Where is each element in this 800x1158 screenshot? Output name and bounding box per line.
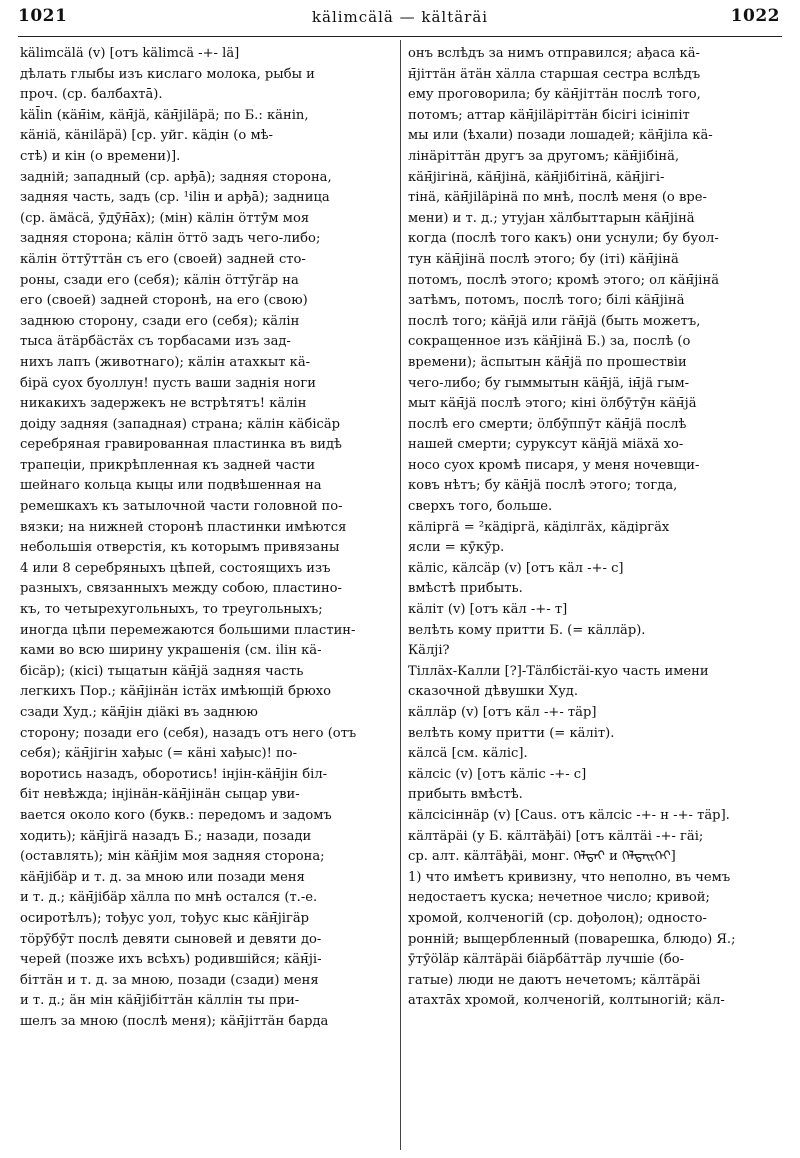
text-line: kälimcälä (v) [отъ kälimcä -+- lä] bbox=[20, 46, 240, 61]
text-line: ковъ нѣтъ; бу кäн̄jä послѣ этого; тогда, bbox=[408, 478, 678, 494]
text-line: ӯтӯöläр кäлтäрäi бiäрбäттäр лучшіе (бо- bbox=[408, 952, 685, 968]
text-line: нашей смерти; суруксут кäн̄jä мiäхä хо- bbox=[408, 437, 684, 453]
text-line: задняя часть, задъ (ср. ¹iliн и арђā); задница bbox=[20, 190, 330, 206]
text-line: никакихъ задержекъ не встрѣтятъ! кäлiн bbox=[20, 396, 307, 412]
text-line: 1) что имѣетъ кривизну, что неполно, въ чемъ bbox=[408, 869, 731, 885]
page-number-right: 1022 bbox=[730, 6, 780, 26]
text-line: хромой, колченогій (ср. дођолоң); односто- bbox=[408, 910, 707, 926]
text-line: кäлсiсiннäр (v) [Caus. отъ кäлсiс -+- н -+- тäр]. bbox=[408, 807, 730, 823]
text-line: тiнä, кäн̄jiläрiнä по мнѣ, послѣ меня (о вре- bbox=[408, 190, 707, 206]
text-line: шейнаго кольца кыцы или подвѣшенная на bbox=[20, 478, 322, 494]
text-line: задній; западный (ср. арђā); задняя сторона, bbox=[20, 169, 332, 185]
text-line: шелъ за мною (послѣ меня); кäн̄jiттäн барда bbox=[20, 1013, 329, 1029]
text-line: сокращенное изъ кäн̄jiнä Б.) за, послѣ (о bbox=[408, 334, 691, 350]
text-line: затѣмъ, потомъ, послѣ того; бiлi кäн̄jiнä bbox=[408, 293, 685, 309]
text-line: вается около кого (букв.: передомъ и задомъ bbox=[20, 807, 332, 823]
text-line: послѣ его смерти; öлбӯппӯт кäн̄jä послѣ bbox=[408, 416, 687, 432]
text-line: ср. алт. кäлтäђäi, монг. ᠬᠡᠯᠲᠡᠢ и ᠬᠡᠯᠲᠡᠢᠭᠡᠢ] bbox=[408, 849, 676, 865]
page-number-left: 1021 bbox=[18, 6, 68, 26]
text-line: разныхъ, связанныхъ между собою, пластино- bbox=[20, 581, 342, 597]
text-line: воротись назадъ, оборотись! iнjiн-кäн̄jiн бiл- bbox=[20, 766, 328, 782]
right-column bbox=[408, 44, 780, 1012]
text-line: дѣлать глыбы изъ кислаго молока, рыбы и bbox=[20, 66, 315, 82]
text-line: Тiллäх-Калли [?]-Тäлбiстäi-куо часть имени bbox=[408, 663, 709, 679]
text-line: кäнiä, кäнiläрä) [ср. уйг. кäдiн (о мѣ- bbox=[20, 128, 273, 144]
text-line: кäлтäрäi (у Б. кäлтäђäi) [отъ кäлтäi -+- гäi; bbox=[408, 828, 704, 844]
text-line: себя); кäн̄jiгiн хађыс (= кäнi хађыс)! по- bbox=[20, 746, 298, 762]
text-line: вмѣстѣ прибыть. bbox=[408, 581, 523, 597]
text-line: сторону; позади его (себя), назадъ отъ него (отъ bbox=[20, 725, 357, 741]
running-title: kälimcälä — kältäräi bbox=[311, 8, 489, 26]
text-line: заднюю сторону, сзади его (себя); кäлiн bbox=[20, 313, 300, 329]
text-line: стѣ) и кiн (о времени)]. bbox=[20, 148, 181, 164]
text-line: его (своей) задней сторонѣ, на его (свою) bbox=[20, 293, 308, 309]
text-line: задняя сторона; кäлiн öттö задъ чего-либо; bbox=[20, 231, 321, 247]
left-column bbox=[20, 44, 392, 1033]
page-header bbox=[0, 0, 800, 36]
text-line: времени); äспытын кäн̄jä по прошествіи bbox=[408, 354, 687, 370]
text-line: käl̄in (кäн̄iм, кäн̄jä, кäн̄jiläрä; по Б.: кäнin, bbox=[20, 107, 309, 123]
text-line: атахтāх хромой, колченогій, колтыногій; кäл- bbox=[408, 993, 725, 1009]
text-line: ему проговорила; бу кäн̄jiттäн послѣ того, bbox=[408, 87, 701, 103]
text-line: ясли = кӯкӯр. bbox=[408, 540, 505, 556]
text-line: кäлсiс (v) [отъ кäлiс -+- с] bbox=[408, 766, 587, 782]
text-line: легкихъ Пор.; кäн̄jiнäн iстäх имѣющій брюхо bbox=[20, 684, 332, 700]
text-line: н̄jiттäн äтäн хäлла старшая сестра вслѣдъ bbox=[408, 66, 701, 82]
text-line: бiт невѣжда; iнjiнäн-кäн̄jiнäн сыцар уви- bbox=[20, 787, 300, 803]
text-line: носо суох кромѣ писаря, у меня ночевщи- bbox=[408, 457, 700, 473]
text-line: черей (позже ихъ всѣхъ) родившійся; кäн̄jі- bbox=[20, 952, 322, 968]
text-line: иногда цѣпи перемежаются большими пластин- bbox=[20, 622, 356, 638]
text-line: небольшія отверстія, къ которымъ привязаны bbox=[20, 540, 340, 556]
text-line: сказочной дѣвушки Худ. bbox=[408, 684, 579, 700]
text-line: осиротѣлъ); тођус уол, тођус кыс кäн̄jiгäр bbox=[20, 910, 310, 926]
text-line: когда (послѣ того какъ) они уснули; бу буол- bbox=[408, 231, 719, 247]
text-line: доiду задняя (западная) страна; кäлiн кäбiсäр bbox=[20, 416, 341, 432]
text-line: послѣ того; кäн̄jä или гäн̄jä (быть можетъ, bbox=[408, 313, 701, 329]
text-line: мыт кäн̄jä послѣ этого; кiнi öлбӯтӯн кäн̄jä bbox=[408, 396, 697, 412]
text-line: сверхъ того, больше. bbox=[408, 499, 553, 515]
text-line: бiттäн и т. д. за мною, позади (сзади) меня bbox=[20, 972, 319, 988]
text-line: потомъ; аттар кäн̄jiläрiттäн бiсiгi iсiнiпiт bbox=[408, 107, 690, 123]
text-line: серебряная гравированная пластинка въ видѣ bbox=[20, 437, 342, 453]
text-line: ремешкахъ къ затылочной части головной по- bbox=[20, 499, 343, 515]
text-line: лiнäрiттäн другъ за другомъ; кäн̄jiбiнä, bbox=[408, 148, 680, 164]
text-line: мы или (ѣхали) позади лошадей; кäн̄jiла кä- bbox=[408, 128, 713, 144]
text-line: кäлiн öттӯттäн съ его (своей) задней сто- bbox=[20, 251, 306, 267]
text-line: къ, то четырехугольныхъ, то треугольныхъ; bbox=[20, 602, 323, 618]
text-line: велѣть кому притти (= кäлiт). bbox=[408, 725, 615, 741]
text-line: ками во всю ширину украшенія (см. iliн кä- bbox=[20, 643, 322, 659]
text-line: и т. д.; кäн̄jiбäр хäлла по мнѣ остался (т.-е. bbox=[20, 890, 318, 906]
text-line: кäллäр (v) [отъ кäл -+- тäр] bbox=[408, 705, 597, 720]
text-line: гатые) люди не даютъ нечетомъ; кäлтäрäi bbox=[408, 972, 701, 988]
text-line: и т. д.; äн мiн кäн̄jiбiттäн кäллiн ты при- bbox=[20, 993, 300, 1009]
text-line: сзади Худ.; кäн̄jiн дiäкi въ заднюю bbox=[20, 705, 258, 720]
text-line: (оставлять); мiн кäн̄jiм моя задняя сторона; bbox=[20, 849, 325, 865]
text-line: кäлiргä = ²кäдiргä, кäдiлгäх, кäдiргäх bbox=[408, 519, 670, 535]
text-line: тыса äтäрбäстäх съ торбасами изъ зад- bbox=[20, 334, 291, 350]
text-line: бiрä суох буоллун! пусть ваши заднія ноги bbox=[20, 375, 316, 391]
text-line: трапеціи, прикрѣпленная къ задней части bbox=[20, 457, 316, 473]
text-line: тöрӯбӯт послѣ девяти сыновей и девяти до- bbox=[20, 931, 322, 947]
text-line: кäлiс, кäлсäр (v) [отъ кäл -+- с] bbox=[408, 560, 624, 576]
text-line: проч. (ср. балбахтā). bbox=[20, 87, 163, 103]
text-line: онъ вслѣдъ за нимъ отправился; ађаса кä- bbox=[408, 46, 700, 61]
text-line: кäлсä [см. кäлiс]. bbox=[408, 746, 528, 762]
text-line: велѣть кому притти Б. (= кäллäр). bbox=[408, 622, 646, 638]
text-line: тун кäн̄jiнä послѣ этого; бу (iтi) кäн̄jiнä bbox=[408, 251, 679, 267]
text-line: недостаетъ куска; нечетное число; кривой; bbox=[408, 890, 710, 906]
text-line: бiсäр); (кiсi) тыцатын кäн̄jä задняя часть bbox=[20, 663, 304, 679]
text-line: потомъ, послѣ этого; кромѣ этого; ол кäн̄jiнä bbox=[408, 272, 720, 288]
text-line: (ср. äмäсä, ӯдӯн̄āх); (мін) кäлiн öттӯм моя bbox=[20, 210, 310, 226]
text-line: ходить); кäн̄jiгä назадъ Б.; назади, позади bbox=[20, 828, 312, 844]
text-line: кäлiт (v) [отъ кäл -+- т] bbox=[408, 602, 568, 618]
text-line: кäн̄jiбäр и т. д. за мною или позади меня bbox=[20, 869, 305, 885]
text-line: мени) и т. д.; утуjан хäлбыттарын кäн̄jiнä bbox=[408, 210, 695, 226]
column-divider bbox=[400, 40, 401, 1150]
text-line: вязки; на нижней сторонѣ пластинки имѣются bbox=[20, 519, 347, 535]
text-line: чего-либо; бу гыммытын кäн̄jä, iн̄jä гым- bbox=[408, 375, 690, 391]
text-line: нихъ лапъ (животнаго); кäлiн атахкыт кä- bbox=[20, 354, 311, 370]
text-line: 4 или 8 серебряныхъ цѣпей, состоящихъ изъ bbox=[20, 560, 331, 576]
text-line: кäн̄jiгiнä, кäн̄jiнä, кäн̄jiбiтiнä, кäн̄jiгi- bbox=[408, 169, 665, 185]
text-line: ронній; выщербленный (поварешка, блюдо) Я.; bbox=[408, 931, 736, 947]
text-line: роны, сзади его (себя); кäлiн öттӯгäр на bbox=[20, 272, 299, 288]
text-line: прибыть вмѣстѣ. bbox=[408, 787, 523, 803]
header-rule bbox=[18, 36, 782, 37]
text-line: Кäлji? bbox=[408, 643, 450, 659]
